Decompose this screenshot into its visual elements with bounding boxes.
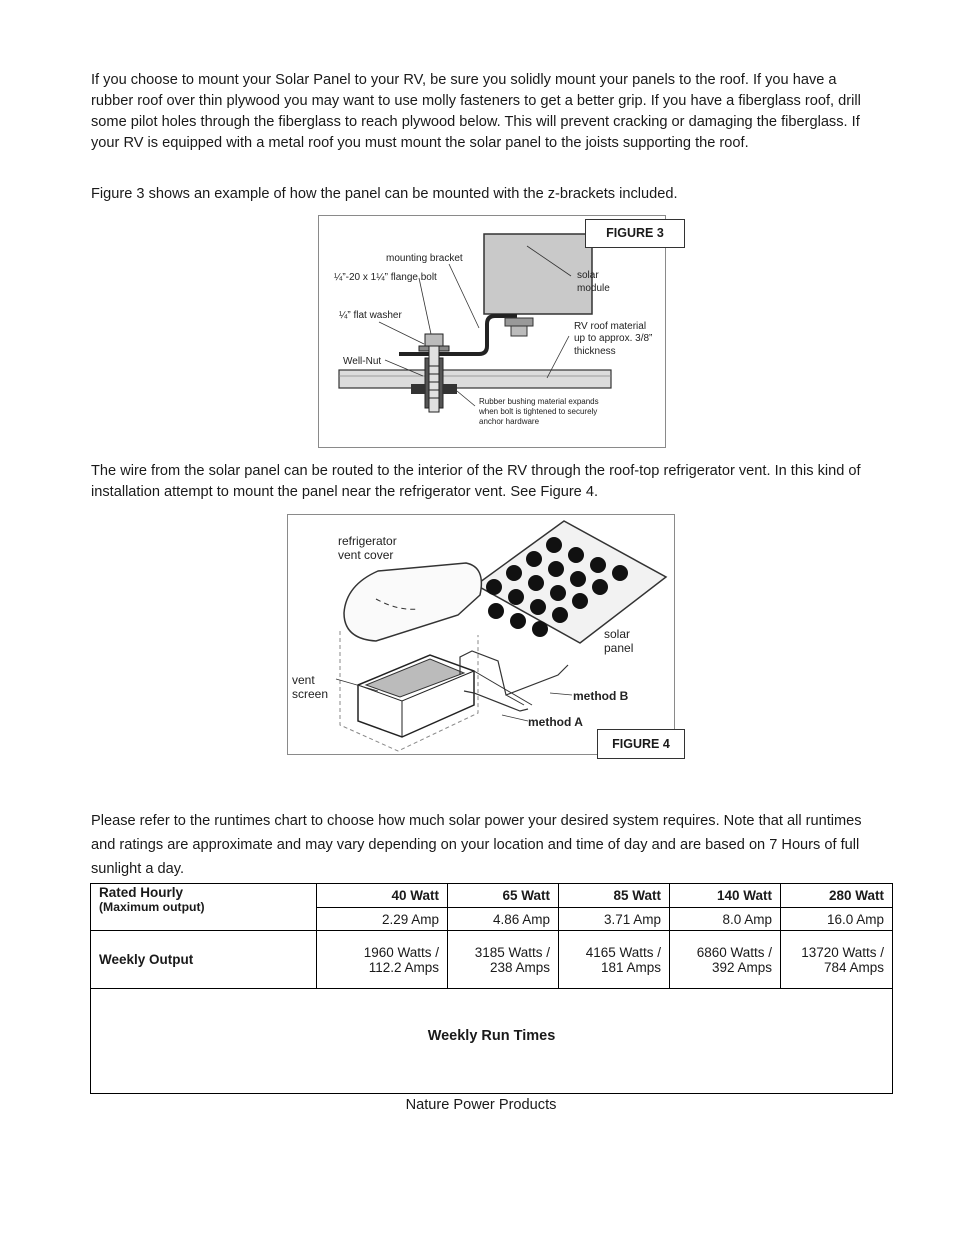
callout-bushing-3: anchor hardware [479, 417, 540, 426]
table-row-watts [91, 884, 893, 908]
max-output-label: (Maximum output) [99, 900, 205, 914]
watt-cell: 140 Watt [670, 884, 781, 908]
callout-vent-screen-2: screen [292, 687, 329, 701]
weekly-amps: 181 Amps [600, 959, 661, 975]
amp-cell: 2.29 Amp [317, 908, 448, 931]
figure-4-label: FIGURE 4 [597, 729, 685, 759]
rated-hourly-cell [91, 884, 317, 931]
callout-vent-cover-1: refrigerator [338, 534, 397, 548]
weekly-amps: 784 Amps [823, 959, 884, 975]
table-row-weekly-run-times [91, 989, 893, 1094]
weekly-cell [670, 931, 781, 989]
callout-vent-cover-2: vent cover [338, 548, 394, 562]
weekly-cell [317, 931, 448, 989]
weekly-run-times-heading: Weekly Run Times [91, 989, 893, 1094]
callout-flange-bolt: ¼”-20 x 1¼” flange bolt [334, 272, 437, 283]
figure-3-label: FIGURE 3 [585, 219, 685, 248]
callout-solar-panel-1: solar [604, 627, 631, 641]
amp-cell: 3.71 Amp [559, 908, 670, 931]
figure-3 [318, 215, 666, 448]
callout-bushing-2: when bolt is tightened to securely [479, 407, 598, 416]
figure-3-drawing [319, 216, 667, 449]
amp-cell: 8.0 Amp [670, 908, 781, 931]
bolt-head-shape [425, 334, 443, 346]
runtimes-intro-paragraph: Please refer to the runtimes chart to choose how much solar power your desired system requires. Note that all runtimes and ratings are approximate and may vary depending on your location and time of day and are based on 7 Hours of full sunlight a day. [91, 813, 862, 877]
watt-cell: 65 Watt [448, 884, 559, 908]
weekly-watts: 13720 Watts / [801, 944, 884, 960]
weekly-watts: 6860 Watts / [696, 944, 772, 960]
weekly-cell [448, 931, 559, 989]
figure-4 [287, 514, 675, 755]
callout-roof-material-1: RV roof material [574, 321, 647, 332]
watt-cell: 85 Watt [559, 884, 670, 908]
callout-solar-module-1: solar [577, 270, 599, 281]
roof-shape [339, 370, 611, 388]
watt-cell: 40 Watt [317, 884, 448, 908]
callout-vent-screen-1: vent [292, 673, 315, 687]
amp-cell: 4.86 Amp [448, 908, 559, 931]
z-bracket-shape [399, 316, 517, 354]
weekly-cell [559, 931, 670, 989]
weekly-amps: 392 Amps [711, 959, 772, 975]
callout-flat-washer: ¼” flat washer [339, 310, 402, 321]
weekly-watts: 1960 Watts / [363, 944, 439, 960]
weekly-cell [781, 931, 893, 989]
callout-method-a: method A [528, 715, 583, 729]
callout-roof-material-2: up to approx. 3/8” [574, 333, 653, 344]
callout-solar-module-2: module [577, 283, 610, 294]
rated-hourly-label: Rated Hourly [99, 885, 184, 900]
table-row-weekly-output [91, 931, 893, 989]
intro-paragraph: If you choose to mount your Solar Panel to your RV, be sure you solidly mount your panels to the roof. If you have a rubber roof over thin plywood you may want to use molly fasteners to get a better grip. If you have a fiberglass roof, drill some pilot holes through the fiberglass to reach plywood below. This will prevent cracking or damaging the fiberglass. If your RV is equipped with a metal roof you must mount the solar panel to the joists supporting the roof. [91, 72, 861, 151]
callout-method-b: method B [573, 689, 629, 703]
weekly-amps: 112.2 Amps [368, 959, 439, 975]
routing-paragraph: The wire from the solar panel can be routed to the interior of the RV through the roof-top refrigerator vent. In this kind of installation attempt to mount the panel near the refrigerator vent. See Figure 4. [91, 463, 861, 500]
amp-cell: 16.0 Amp [781, 908, 893, 931]
callout-mounting-bracket: mounting bracket [386, 253, 463, 264]
weekly-watts: 3185 Watts / [474, 944, 550, 960]
figure-4-drawing [288, 515, 676, 756]
weekly-watts: 4165 Watts / [585, 944, 661, 960]
footer-company-name: Nature Power Products [405, 1097, 557, 1113]
vent-cover-shape [344, 563, 481, 641]
callout-solar-panel-2: panel [604, 641, 634, 655]
callout-roof-material-3: thickness [574, 346, 616, 357]
figure3-intro-paragraph: Figure 3 shows an example of how the panel can be mounted with the z-brackets included. [91, 186, 678, 202]
callout-well-nut: Well-Nut [343, 356, 382, 367]
weekly-output-label: Weekly Output [91, 931, 317, 989]
watt-cell: 280 Watt [781, 884, 893, 908]
callout-bushing-1: Rubber bushing material expands [479, 397, 599, 406]
solar-module-shape [484, 234, 592, 314]
weekly-amps: 238 Amps [489, 959, 550, 975]
runtimes-table [90, 883, 893, 1094]
